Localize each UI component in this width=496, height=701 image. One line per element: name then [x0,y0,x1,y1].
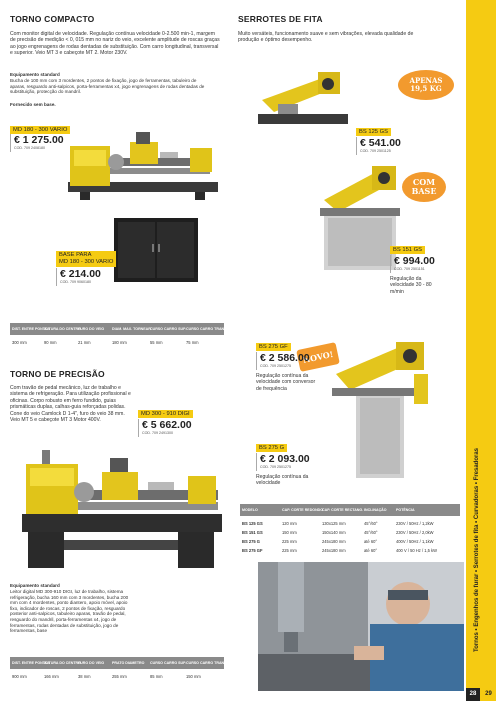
bs275gf-code: COD. 709 2501275 [260,364,291,368]
table-cell: 400 V / 50 Hz / 1,5 kW [396,548,437,553]
bs275g-note: Regulação contínua da velocidade [256,474,309,487]
bs125-tag: BS 125 GS [356,128,391,136]
compact-lathe-price-box [10,134,64,152]
base-cabinet-photo [112,216,202,286]
bs151-tag: BS 151 GS [390,246,425,254]
table-cell: BS 275 GF [242,548,263,553]
table-cell: BS 151 GS [242,530,263,535]
base-price: € 214.00 [60,268,101,280]
table-cell: até 60° [364,548,378,553]
table-cell: 45°/60° [364,530,378,535]
bs275g-tag: BS 275 G [256,444,287,452]
specs2-header-cell: CURSO CARRO SUP. [150,661,187,665]
precision-lathe-photo [18,444,228,572]
specs2-header-cell: PRATO DIAMETRO [112,661,145,665]
bs125-price-box [356,137,401,155]
table-cell: 245x180 mm [322,548,346,553]
table-row [240,537,460,546]
table-cell: 120 mm [282,521,297,526]
base-code: COD. 709 9060180 [60,280,91,284]
compact-lathe-model-tag: MD 180 - 300 VARIO [10,126,70,134]
sidebar-category-text: Tornos • Engenhos de furar • Serrotes de fita • Curvadoras • Fresadoras [474,447,480,652]
specs1-cell: 75 mm [186,340,199,345]
section-title-precision-lathe: TORNO DE PRECISÃO [10,369,105,379]
bs125-code: COD. 709 2501125 [360,149,391,153]
specs2-cell: 85 mm [150,674,163,679]
table-cell: 230V / 50Hz / 2,0kW [396,530,434,535]
specs1-header-cell: CURSO CARRO TRANSV. [186,327,230,331]
specs1-cell: 55 mm [150,340,163,345]
with-base-badge-line2: BASE [411,186,437,196]
precision-lathe-price-box [138,419,192,437]
base-tag [56,251,116,267]
table-cell: até 60° [364,539,378,544]
specs2-header-cell: CURSO CARRO TRANSV. [186,661,230,665]
table-cell: BS 125 GS [242,521,263,526]
saw-table-header-cell: CAP. CORTE REDONDO [282,508,324,512]
supplied-without-base: Fornecido sem base. [10,102,56,107]
saw-table-header-cell: POTÊNCIA [396,508,415,512]
specs1-header-cell: DIST. ENTRE PONTOS [12,327,51,331]
specs2-header-cell: ALTURA DO CENTRO [44,661,81,665]
page-number-left: 28 [466,688,480,701]
specs1-cell: 21 mm [78,340,91,345]
specs2-header-cell: DIST. ENTRE PONTOS [12,661,51,665]
specs2-row [10,672,224,681]
with-base-badge-line1: COM [412,177,436,187]
table-cell: 225 mm [282,539,297,544]
precision-lathe-description: Com travão de pedal mecânico, luz de trabalho e sistema de refrigeração. Para utilização profissional e oficinas. Corpo robusto em ferro fundido, guias prismáticas duplas, calhas-guia reforçadas polidas. Cone do veio Camlock D 1-4", furo do veio 38 mm. Veio MT 5 e cabeçote MT 3 Motor 400V. [10,385,131,424]
compact-lathe-description: Com monitor digital de velocidade. Regulação contínua velocidade 0-2.500 min-1, margem de precisão de medição < 0, 015 mm no nariz do veio, excelente amplitude de roscas graças ao jogo engrenagens de rodas dentadas de substituição. Com carro longitudinal, transversal e superior. Veio MT 3 e cabeçote MT 2. Motor 230V. [10,31,220,57]
bs125-photo [248,56,358,136]
specs1-header-cell: DIAM. MAX. TORNEAR [112,327,151,331]
table-row [240,546,460,555]
bs275gf-price: € 2 586.00 [260,352,310,364]
specs1-cell: 90 mm [44,340,57,345]
bs275gf-price-box [256,352,310,370]
bs151-note: Regulação da velocidade 30 - 80 m/min [390,276,432,295]
specs2-cell: 150 mm [186,674,201,679]
table-cell: 150 mm [282,530,297,535]
base-tag-line1: BASE PARA [59,252,92,258]
precision-lathe-model-tag: MD 300 - 910 DIGI [138,410,193,418]
specs1-header [10,323,230,335]
specs1-header-cell: FURO DO VEIO [78,327,105,331]
specs1-cell: 300 mm [12,340,27,345]
table-cell: BS 275 G [242,539,260,544]
specs1-row [10,338,224,347]
specs2-header [10,657,230,669]
table-row [240,528,460,537]
specs1-header-cell: CURSO CARRO SUP. [150,327,187,331]
weight-badge-line2: 19,5 KG [410,84,442,93]
specs1-cell: 180 mm [112,340,127,345]
base-price-box [56,268,101,286]
table-cell: 230V / 50Hz / 1,2kW [396,521,434,526]
precision-equipment-text: Leitor digital MD 300-910 DIGI, luz de trabalho, sistema refrigeração, bucha 160 mm com 3 mordentes, bucha 200 mm com 4 mordentes, ponto diantero, apoio móvel, apoio fixo, indicador de roscas, 2 pontos de fixação, resguardo posterior anti-salpicos, tabuleiro aparas, travão de pedal, resguardo do mandril, porta-ferramentas x4, jogo de ferramentas, rodas dentadas de substituição, jogo de ferramentas, base [10,589,129,634]
page-number-right: 29 [481,688,496,701]
sidebar-text-wrap [474,447,480,653]
specs2-cell: 38 mm [78,674,91,679]
table-cell: 245x180 mm [322,539,346,544]
table-cell: 225 mm [282,548,297,553]
compact-lathe-photo [60,112,230,212]
table-cell: 150x140 mm [322,530,346,535]
table-cell: 45°/60° [364,521,378,526]
specs2-cell: 166 mm [44,674,59,679]
saw-table-header-cell: MODELO [242,508,258,512]
saw-table-header [240,504,460,516]
precision-lathe-price: € 5 662.00 [142,419,192,431]
weight-badge-line1: APENAS [409,76,443,85]
specs2-cell: 900 mm [12,674,27,679]
bs151-code: COD. 709 2501151 [394,267,425,271]
saw-table-header-cell: CAP. CORTE RECTANG. [322,508,364,512]
base-tag-line2: MD 180 - 300 VARIO [59,259,114,265]
table-cell: 400V / 50Hz / 1,1kW [396,539,434,544]
novo-badge: NOVO! [296,342,340,372]
bs275g-code: COD. 709 2501275 [260,465,291,469]
compact-lathe-code: COD. 709 2408180 [14,146,45,150]
band-saws-description: Muito versáteis, funcionamento suave e sem vibrações, elevada qualidade de produção e óptimo desempenho. [238,31,414,44]
bs151-price-box [390,255,435,273]
specs2-header-cell: FURO DO VEIO [78,661,105,665]
bs125-price: € 541.00 [360,137,401,149]
sidebar [466,0,496,701]
specs2-cell: 255 mm [112,674,127,679]
equipment-title: Equipamento standard [10,72,60,77]
bs275g-price-box [256,453,310,471]
with-base-badge [402,172,446,202]
bs275-photo [326,334,436,482]
saw-table-body [240,519,460,555]
specs1-header-cell: ALTURA DO CENTRO [44,327,81,331]
bs275gf-note: Regulação contínua da velocidade com conversor de frequência [256,373,316,392]
workshop-photo [258,562,464,691]
section-title-band-saws: SERROTES DE FITA [238,14,323,24]
bs275gf-tag: BS 275 GF [256,343,291,351]
table-cell: 130x125 mm [322,521,346,526]
weight-badge [398,70,454,100]
saw-table-header-cell: INCLINAÇÃO [364,508,387,512]
equipment-text: Bucha de 100 mm com 3 mordentes, 2 pontos de fixação, jogo de ferramentas, tabuleiro de aparas, resguardo anti-salpicos, porta-ferramentas x4, jogo engrenagens de rodas dentadas de substituição, protecção do mandril. [10,78,205,95]
precision-equipment-title: Equipamento standard [10,583,60,588]
section-title-compact-lathe: TORNO COMPACTO [10,14,95,24]
precision-lathe-code: COD. 709 2491300 [142,431,173,435]
compact-lathe-price: € 1 275.00 [14,134,64,146]
bs151-price: € 994.00 [394,255,435,267]
bs275g-price: € 2 093.00 [260,453,310,465]
table-row [240,519,460,528]
